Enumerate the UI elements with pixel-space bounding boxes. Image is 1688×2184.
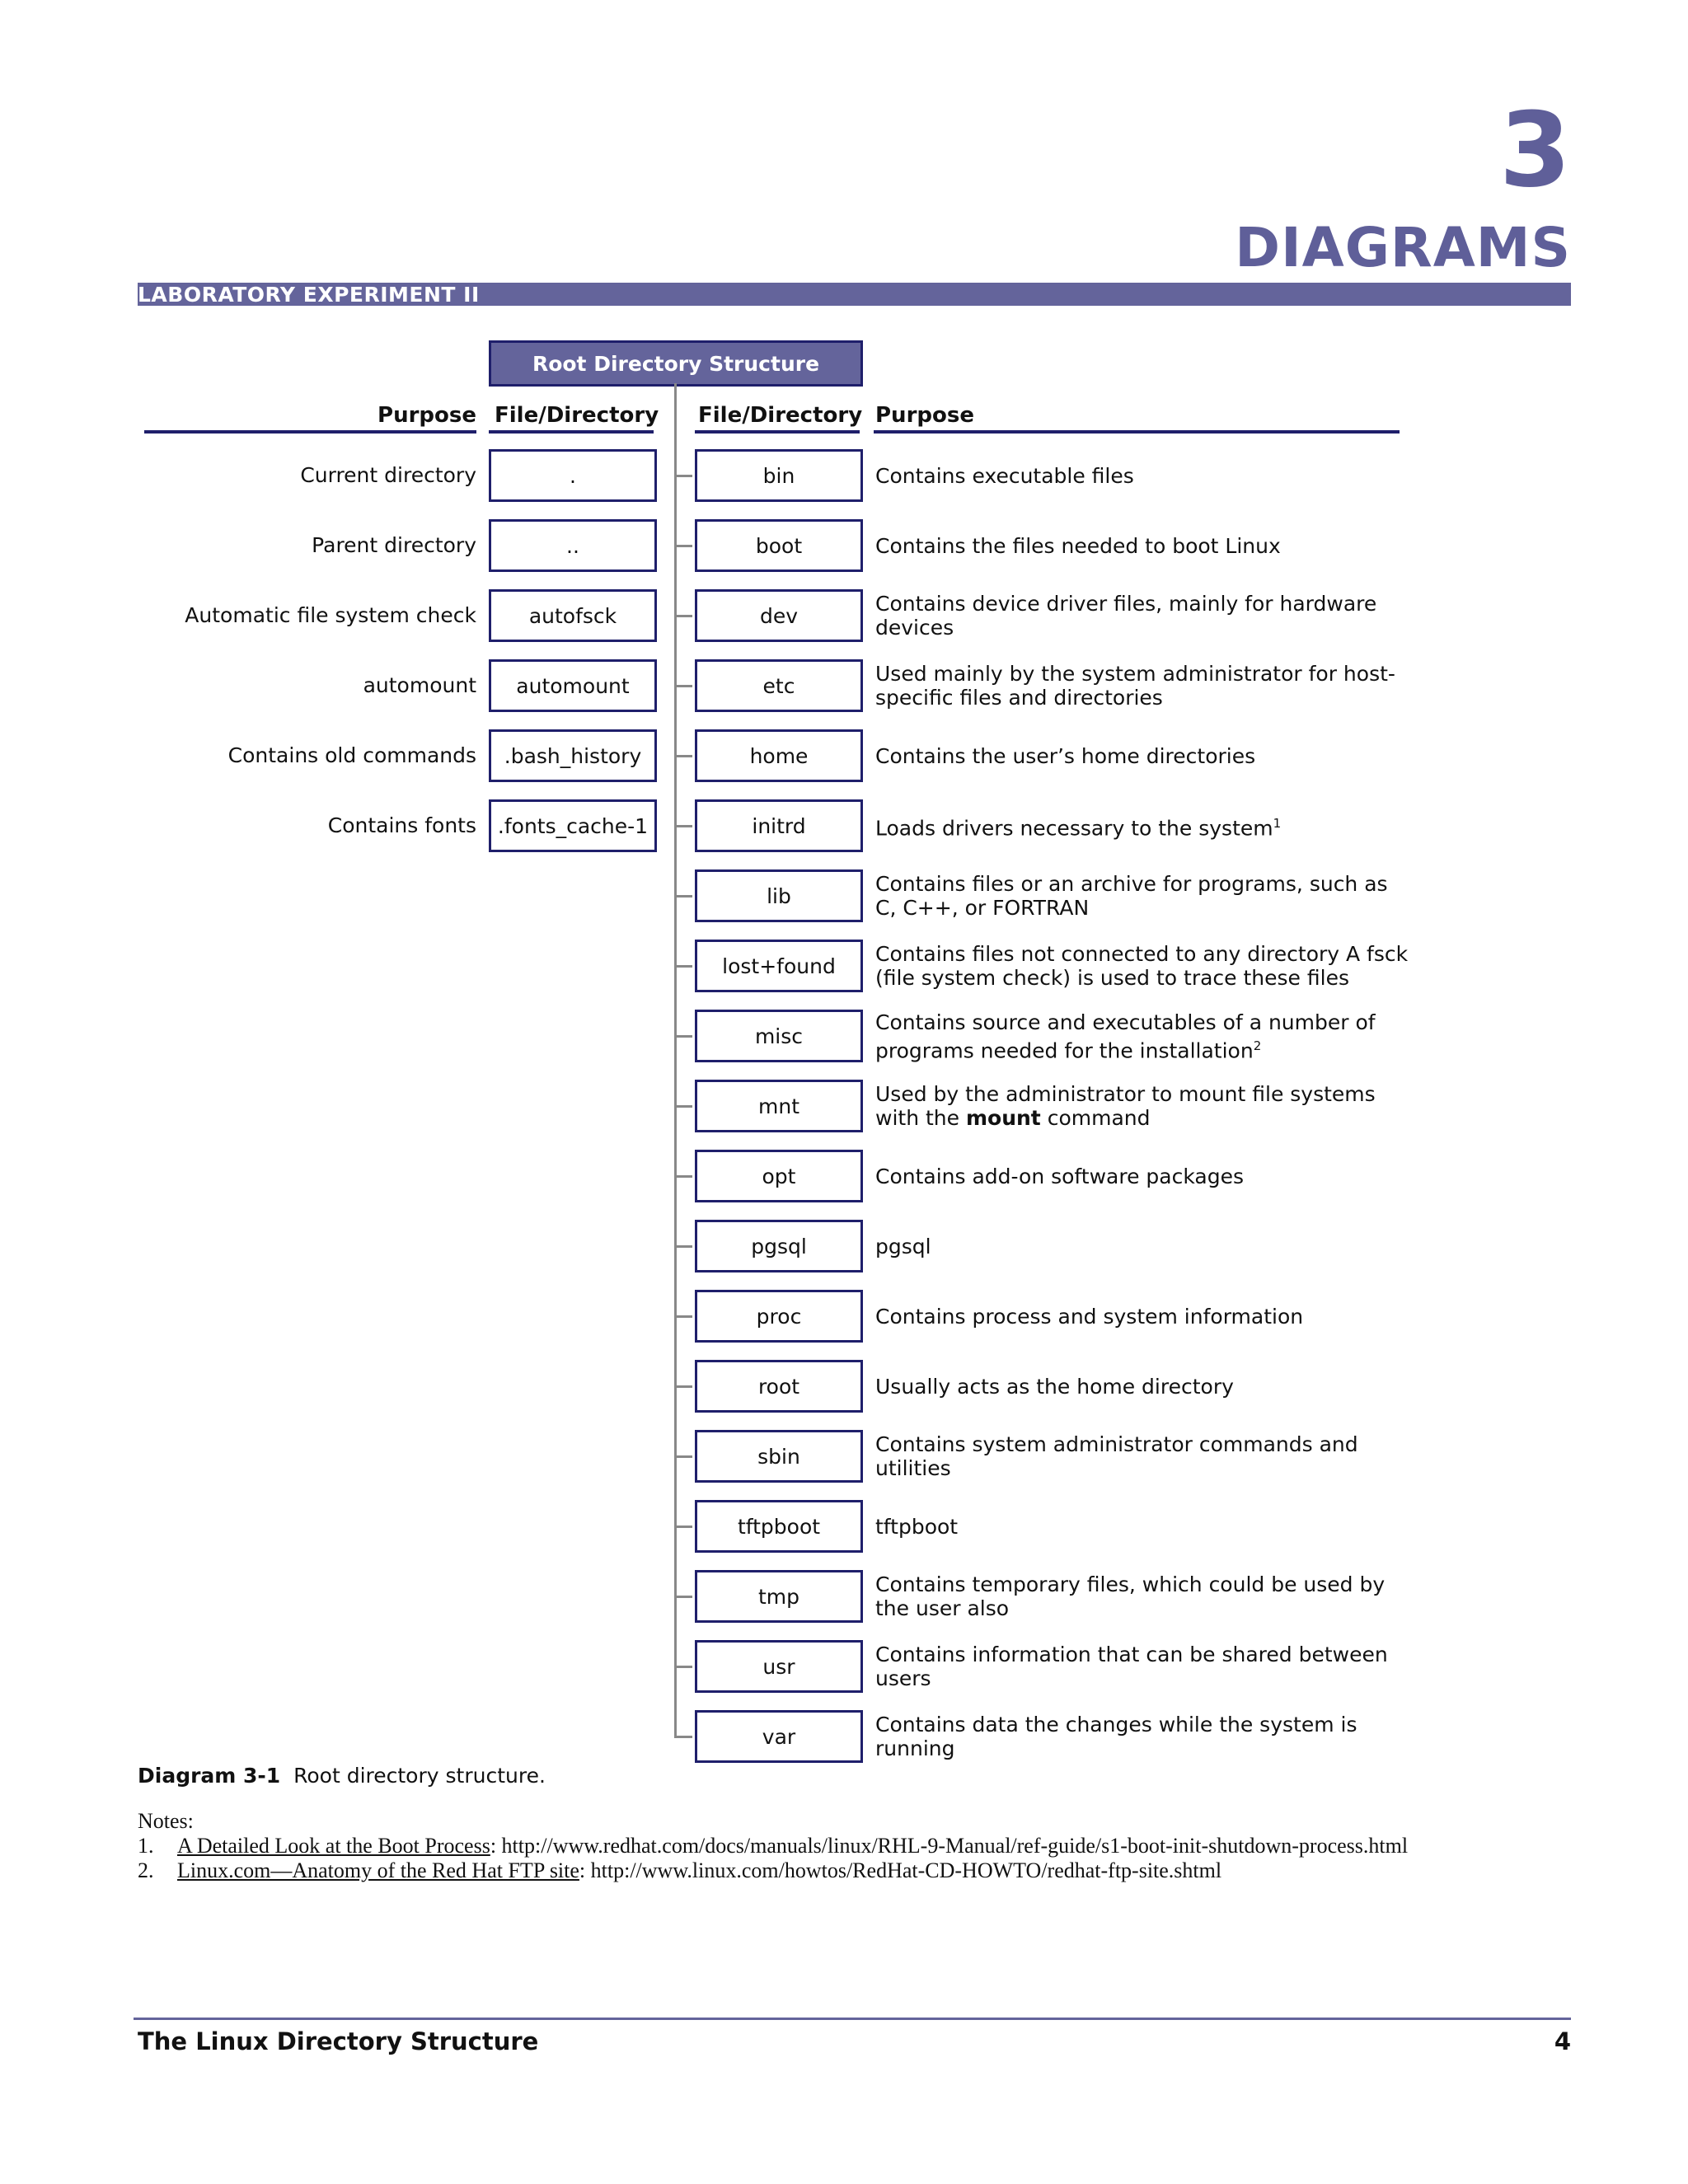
right-file-box: misc [695, 1010, 863, 1062]
right-purpose-text [875, 1572, 1411, 1620]
right-file-box: usr [695, 1640, 863, 1693]
right-purpose-text [875, 592, 1411, 640]
note-link[interactable]: A Detailed Look at the Boot Process [177, 1834, 490, 1858]
right-file-box: pgsql [695, 1220, 863, 1272]
root-directory-box: Root Directory Structure [489, 340, 863, 387]
left-purpose-text: automount [363, 673, 476, 697]
notes [138, 1809, 1408, 1883]
tree-connector-tick [674, 545, 692, 547]
right-file-box: boot [695, 519, 863, 572]
tree-connector-tick [674, 1315, 692, 1318]
tree-connector-tick [674, 1666, 692, 1668]
right-file-box: root [695, 1360, 863, 1413]
left-purpose-header: Purpose [377, 403, 476, 428]
purpose-text: Used mainly by the system administrator for host-specific files and directories [875, 662, 1395, 710]
right-file-box: etc [695, 659, 863, 712]
left-file-box: .. [489, 519, 657, 572]
right-file-box: dev [695, 589, 863, 642]
note-number: 1. [138, 1834, 154, 1858]
right-purpose-text [875, 1235, 1411, 1258]
right-file-box: tmp [695, 1570, 863, 1623]
footer-rule [134, 2018, 1571, 2020]
purpose-text: Contains temporary files, which could be used by the user also [875, 1572, 1386, 1620]
tree-connector-tick [674, 615, 692, 617]
right-file-box: lost+found [695, 940, 863, 992]
note-number: 2. [138, 1858, 154, 1882]
tree-connector-tick [674, 1596, 692, 1598]
caption-label: Diagram 3-1 [138, 1764, 281, 1788]
right-purpose-text [875, 464, 1411, 488]
purpose-text: Loads drivers necessary to the system [875, 816, 1273, 841]
right-file-box: mnt [695, 1080, 863, 1132]
page-number: 4 [1554, 2027, 1571, 2055]
left-file-box: autofsck [489, 589, 657, 642]
diagram-caption [138, 1764, 546, 1788]
left-purpose-text: Automatic file system check [185, 603, 476, 627]
tree-connector-tick [674, 755, 692, 757]
left-file-box: .bash_history [489, 729, 657, 782]
left-purpose-text: Contains old commands [227, 743, 476, 767]
right-purpose-text [875, 1375, 1411, 1399]
right-purpose-text [875, 872, 1411, 920]
right-file-header: File/Directory [698, 403, 863, 428]
left-file-box: .fonts_cache-1 [489, 799, 657, 852]
right-purpose-text [875, 812, 1411, 840]
tree-connector-tick [674, 1455, 692, 1458]
purpose-bold-command: mount [965, 1106, 1041, 1130]
left-file-box: . [489, 449, 657, 502]
right-file-box: proc [695, 1290, 863, 1343]
purpose-text: tftpboot [875, 1514, 959, 1539]
tree-connector-tick [674, 1035, 692, 1038]
tree-connector-tick [674, 965, 692, 968]
tree-connector-tick [674, 1175, 692, 1178]
right-purpose-text [875, 1082, 1411, 1130]
purpose-text: Contains information that can be shared between users [875, 1643, 1388, 1690]
purpose-text: Contains source and executables of a number of programs needed for the installation [875, 1010, 1376, 1062]
purpose-text: Contains data the changes while the system is running [875, 1713, 1357, 1760]
chapter-title: DIAGRAMS [1235, 216, 1571, 279]
tree-connector-tick [674, 685, 692, 687]
right-file-box: sbin [695, 1430, 863, 1483]
tree-connector-tick [674, 1736, 692, 1738]
purpose-text: Contains the files needed to boot Linux [875, 533, 1281, 558]
note-link[interactable]: Linux.com—Anatomy of the Red Hat FTP site [177, 1858, 579, 1882]
right-file-rule [695, 430, 860, 434]
tree-connector-tick [674, 825, 692, 827]
purpose-text: Contains files not connected to any directory A fsck (file system check) is used to trace these files [875, 942, 1409, 990]
tree-connector-tick [674, 1245, 692, 1248]
left-purpose-text: Parent directory [312, 533, 476, 557]
left-purpose-rule [144, 430, 476, 434]
section-bar-label: LABORATORY EXPERIMENT II [138, 283, 480, 307]
purpose-text: Contains system administrator commands and utilities [875, 1432, 1358, 1480]
left-purpose-text: Current directory [300, 463, 476, 487]
right-purpose-text [875, 1713, 1411, 1760]
right-purpose-text [875, 1305, 1411, 1329]
right-purpose-text [875, 1165, 1411, 1188]
caption-text: Root directory structure. [293, 1764, 546, 1788]
note-item [138, 1858, 1408, 1883]
right-purpose-text [875, 1643, 1411, 1690]
chapter-number: 3 [1499, 91, 1571, 210]
right-purpose-text [875, 744, 1411, 768]
right-purpose-text [875, 1515, 1411, 1539]
tree-connector-tick [674, 895, 692, 898]
tree-connector-line [674, 383, 677, 1738]
purpose-text: pgsql [875, 1234, 931, 1258]
purpose-text: Usually acts as the home directory [875, 1374, 1234, 1399]
right-file-box: tftpboot [695, 1500, 863, 1553]
right-purpose-text [875, 534, 1411, 558]
purpose-text: Contains files or an archive for programs, such as C, C++, or FORTRAN [875, 872, 1388, 920]
left-purpose-text: Contains fonts [327, 813, 476, 837]
left-file-header: File/Directory [495, 403, 659, 428]
purpose-text: Contains the user’s home directories [875, 743, 1256, 768]
left-file-rule [489, 430, 654, 434]
right-purpose-text [875, 1432, 1411, 1480]
right-file-box: var [695, 1710, 863, 1763]
purpose-text: Contains device driver files, mainly for hardware devices [875, 592, 1377, 640]
right-file-box: opt [695, 1150, 863, 1202]
left-file-box: automount [489, 659, 657, 712]
note-item [138, 1834, 1408, 1858]
purpose-text: Contains add-on software packages [875, 1164, 1244, 1188]
right-file-box: lib [695, 869, 863, 922]
purpose-text: Contains process and system information [875, 1304, 1304, 1329]
tree-connector-tick [674, 1526, 692, 1528]
right-file-box: initrd [695, 799, 863, 852]
purpose-text: Contains executable files [875, 463, 1134, 488]
note-url: : http://www.linux.com/howtos/RedHat-CD-HOWTO/redhat-ftp-site.shtml [579, 1858, 1222, 1882]
right-purpose-header: Purpose [875, 403, 974, 428]
footer-title: The Linux Directory Structure [138, 2027, 539, 2055]
tree-connector-tick [674, 1105, 692, 1108]
purpose-text-end: command [1040, 1106, 1151, 1130]
footnote-ref: 2 [1253, 1038, 1262, 1053]
footnote-ref: 1 [1273, 816, 1282, 831]
tree-connector-tick [674, 475, 692, 477]
tree-connector-tick [674, 1385, 692, 1388]
right-purpose-rule [874, 430, 1400, 434]
notes-heading: Notes: [138, 1809, 194, 1833]
right-purpose-text [875, 942, 1411, 990]
right-purpose-text [875, 1010, 1411, 1062]
right-file-box: home [695, 729, 863, 782]
purpose-text: Used by the administrator to mount file systems with the [875, 1082, 1376, 1130]
note-url: : http://www.redhat.com/docs/manuals/linux/RHL-9-Manual/ref-guide/s1-boot-init-shutdown-process.html [490, 1834, 1409, 1858]
right-file-box: bin [695, 449, 863, 502]
right-purpose-text [875, 662, 1411, 710]
section-bar [138, 283, 1571, 306]
